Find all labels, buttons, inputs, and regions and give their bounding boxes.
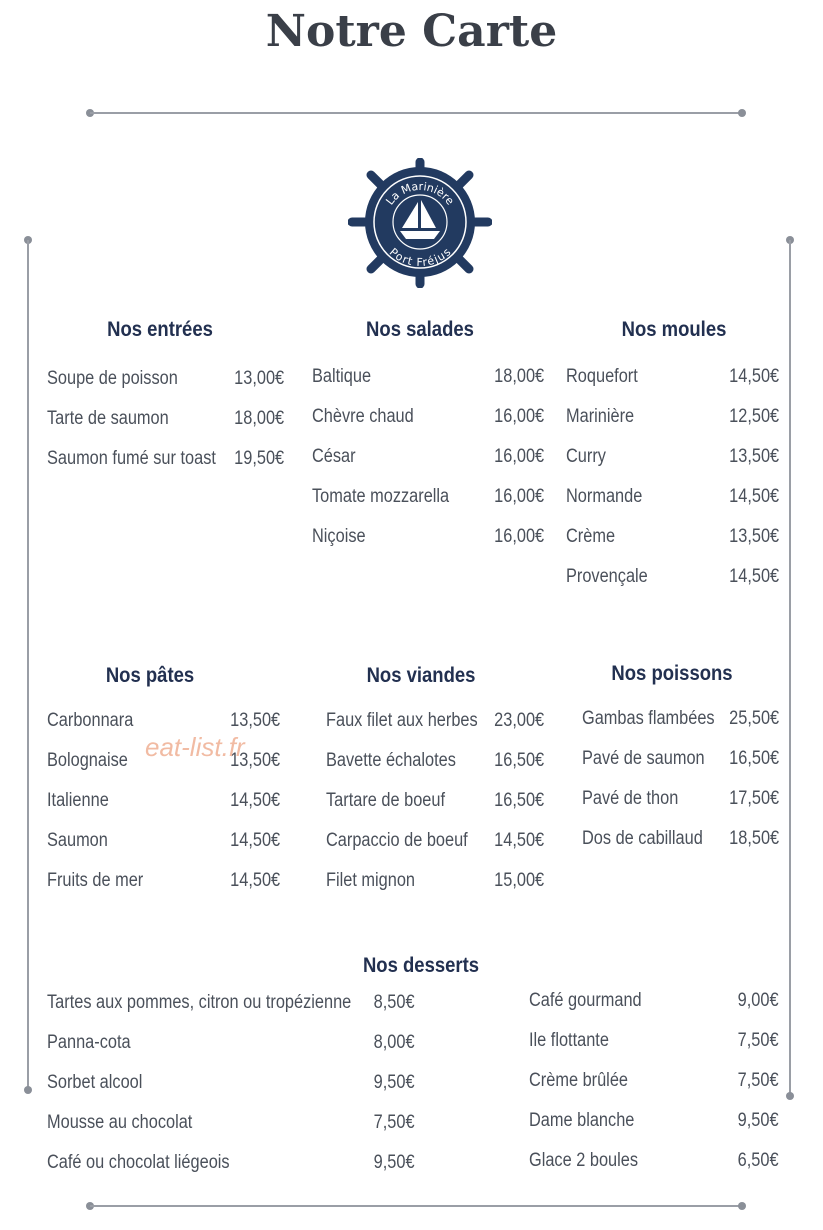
watermark: eat-list.fr bbox=[145, 732, 245, 762]
menu-item-name: Tartes aux pommes, citron ou tropézienne bbox=[47, 992, 352, 1013]
section-title-moules: Nos moules bbox=[621, 318, 727, 341]
menu-item-price: 16,00€ bbox=[494, 526, 544, 547]
menu-item-price: 14,50€ bbox=[230, 790, 280, 811]
menu-item-name: Carpaccio de boeuf bbox=[326, 830, 468, 851]
section-title-desserts: Nos desserts bbox=[362, 954, 480, 977]
divider-dot bbox=[738, 1202, 746, 1210]
menu-item-price: 6,50€ bbox=[738, 1150, 779, 1171]
menu-item-price: 18,00€ bbox=[234, 408, 284, 429]
menu-item-price: 9,50€ bbox=[374, 1152, 415, 1173]
menu-item-name: Bavette échalotes bbox=[326, 750, 456, 771]
menu-item-name: Niçoise bbox=[312, 526, 366, 547]
menu-item-price: 14,50€ bbox=[230, 830, 280, 851]
menu-item-price: 9,50€ bbox=[738, 1110, 779, 1131]
menu-item-price: 14,50€ bbox=[729, 366, 779, 387]
menu-item-price: 8,50€ bbox=[374, 992, 415, 1013]
menu-item-name: Curry bbox=[566, 446, 606, 467]
menu-item-price: 19,50€ bbox=[234, 448, 284, 469]
menu-item-name: Café gourmand bbox=[529, 990, 642, 1011]
menu-item-price: 8,00€ bbox=[374, 1032, 415, 1053]
menu-item-name: Faux filet aux herbes bbox=[326, 710, 478, 731]
menu-item-name: Fruits de mer bbox=[47, 870, 144, 891]
menu-item-name: Tomate mozzarella bbox=[312, 486, 450, 507]
menu-item-name: Dame blanche bbox=[529, 1110, 635, 1131]
menu-item-name: Pavé de saumon bbox=[582, 748, 705, 769]
top-divider bbox=[90, 112, 742, 114]
menu-item-name: Café ou chocolat liégeois bbox=[47, 1152, 230, 1173]
menu-item-name: Glace 2 boules bbox=[529, 1150, 639, 1171]
right-border bbox=[789, 240, 791, 1095]
menu-item-name: Saumon bbox=[47, 830, 108, 851]
menu-item-price: 7,50€ bbox=[374, 1112, 415, 1133]
menu-item-name: Bolognaise bbox=[47, 750, 128, 771]
menu-item-price: 18,50€ bbox=[729, 828, 779, 849]
menu-item-name: Saumon fumé sur toast bbox=[47, 448, 216, 469]
menu-item-price: 25,50€ bbox=[729, 708, 779, 729]
menu-item-price: 13,50€ bbox=[230, 750, 280, 771]
menu-item-price: 9,00€ bbox=[738, 990, 779, 1011]
logo-place: Port Fréjus bbox=[386, 245, 454, 270]
section-title-entrees: Nos entrées bbox=[107, 318, 213, 341]
menu-item-price: 15,00€ bbox=[494, 870, 544, 891]
menu-item-name: Crème bbox=[566, 526, 616, 547]
menu-item-price: 16,00€ bbox=[494, 406, 544, 427]
menu-item-name: César bbox=[312, 446, 356, 467]
menu-item-price: 16,00€ bbox=[494, 486, 544, 507]
border-dot bbox=[786, 1092, 794, 1100]
menu-item-price: 7,50€ bbox=[738, 1070, 779, 1091]
menu-item-price: 13,00€ bbox=[234, 368, 284, 389]
menu-item-name: Ile flottante bbox=[529, 1030, 609, 1051]
menu-item-name: Crème brûlée bbox=[529, 1070, 628, 1091]
menu-item-name: Italienne bbox=[47, 790, 109, 811]
border-dot bbox=[24, 1086, 32, 1094]
menu-item-name: Sorbet alcool bbox=[47, 1072, 143, 1093]
page-title: Notre Carte bbox=[265, 6, 558, 57]
bottom-divider bbox=[90, 1205, 742, 1207]
menu-item-price: 23,00€ bbox=[494, 710, 544, 731]
menu-item-name: Tarte de saumon bbox=[47, 408, 169, 429]
menu-item-price: 16,50€ bbox=[494, 750, 544, 771]
menu-item-price: 13,50€ bbox=[230, 710, 280, 731]
menu-item-price: 14,50€ bbox=[494, 830, 544, 851]
menu-item-price: 7,50€ bbox=[738, 1030, 779, 1051]
section-title-poissons: Nos poissons bbox=[611, 662, 733, 685]
menu-item-name: Baltique bbox=[312, 366, 372, 387]
menu-item-name: Provençale bbox=[566, 566, 648, 587]
menu-item-price: 13,50€ bbox=[729, 446, 779, 467]
menu-item-price: 9,50€ bbox=[374, 1072, 415, 1093]
menu-item-name: Roquefort bbox=[566, 366, 638, 387]
section-title-viandes: Nos viandes bbox=[366, 664, 476, 687]
menu-item-name: Tartare de boeuf bbox=[326, 790, 446, 811]
menu-item-name: Normande bbox=[566, 486, 643, 507]
menu-item-price: 16,00€ bbox=[494, 446, 544, 467]
menu-item-name: Panna-cota bbox=[47, 1032, 131, 1053]
left-border bbox=[27, 240, 29, 1090]
menu-item-price: 16,50€ bbox=[729, 748, 779, 769]
logo-name: La Marinière bbox=[383, 179, 457, 208]
menu-item-price: 12,50€ bbox=[729, 406, 779, 427]
menu-item-name: Carbonnara bbox=[47, 710, 134, 731]
menu-item-price: 14,50€ bbox=[729, 566, 779, 587]
divider-dot bbox=[738, 109, 746, 117]
menu-item-price: 16,50€ bbox=[494, 790, 544, 811]
menu-item-price: 13,50€ bbox=[729, 526, 779, 547]
menu-item-name: Mousse au chocolat bbox=[47, 1112, 193, 1133]
menu-item-name: Chèvre chaud bbox=[312, 406, 414, 427]
section-title-pates: Nos pâtes bbox=[105, 664, 195, 687]
menu-item-price: 18,00€ bbox=[494, 366, 544, 387]
menu-item-name: Pavé de thon bbox=[582, 788, 679, 809]
section-title-salades: Nos salades bbox=[366, 318, 474, 341]
menu-item-price: 17,50€ bbox=[729, 788, 779, 809]
menu-item-name: Gambas flambées bbox=[582, 708, 715, 729]
menu-item-price: 14,50€ bbox=[230, 870, 280, 891]
menu-item-price: 14,50€ bbox=[729, 486, 779, 507]
menu-item-name: Soupe de poisson bbox=[47, 368, 178, 389]
menu-item-name: Filet mignon bbox=[326, 870, 416, 891]
menu-item-name: Marinière bbox=[566, 406, 635, 427]
ship-wheel-sailboat-icon bbox=[348, 158, 492, 288]
menu-item-name: Dos de cabillaud bbox=[582, 828, 703, 849]
